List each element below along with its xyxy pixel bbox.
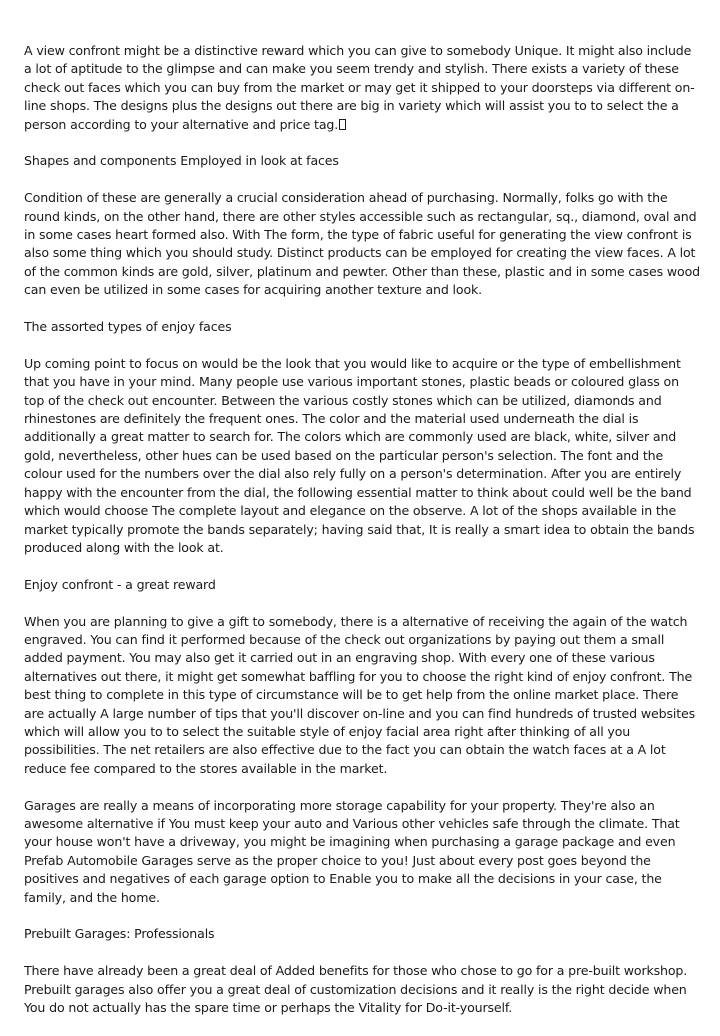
section-heading-prebuilt: Prebuilt Garages: Professionals xyxy=(24,926,215,942)
section-heading-shapes: Shapes and components Employed in look at faces xyxy=(24,153,339,169)
paragraph-reward: When you are planning to give a gift to somebody, there is a alternative of receiving the again of the watch engraved. You can find it performed because of the check out organizations by paying out them a small added payment. You may also get it carried out in an engraving shop. With every one of these various alternatives out there, it might get somewhat baffling for you to choose the right kind of enjoy confront. The best thing to complete in this type of circumstance will be to get help from the online market place. There are actually A large number of tips that you'll discover on-line and you can find hundreds of trusted websites which will allow you to to select the suitable style of enjoy facial area right after thinking of all you possibilities. The net retailers are also effective due to the fact you can obtain the watch faces at a A lot reduce fee compared to the stores available in the market. xyxy=(24,613,695,776)
paragraph-shapes: Condition of these are generally a crucial consideration ahead of purchasing. Normally, folks go with the round kinds, on the other hand, there are other styles accessible such as rectangular, sq., diamond, oval and in some cases heart formed also. With The form, the type of fabric useful for generating the view confront is also some thing which you should study. Distinct products can be employed for creating the view faces. A lot of the common kinds are gold, silver, platinum and pewter. Other than these, plastic and in some cases wood can even be utilized in some cases for acquiring another texture and look. xyxy=(24,190,700,298)
document-body xyxy=(24,42,700,1036)
section-heading-reward: Enjoy confront - a great reward xyxy=(24,576,216,592)
paragraph-garages: Garages are really a means of incorporating more storage capability for your property. They're also an awesome alternative if You must keep your auto and Various other vehicles safe through the climate. That your house won't have a driveway, you might be imagining when purchasing a garage package and even Prefab Automobile Garages serve as the proper choice to you! Just about every post goes beyond the positives and negatives of each garage option to Enable you to make all the decisions in your case, the family, and the home. xyxy=(24,797,680,905)
paragraph-types: Up coming point to focus on would be the look that you would like to acquire or the type of embellishment that you have in your mind. Many people use various important stones, plastic beads or coloured glass on top of the check out encounter. Between the various costly stones which can be utilized, diamonds and rhinestones are definitely the frequent ones. The color and the material used underneath the dial is additionally a great matter to search for. The colors which are commonly used are black, white, silver and gold, nevertheless, other hues can be used based on the particular person's selection. The font and the colour used for the numbers over the dial also rely fully on a person's determination. After you are entirely happy with the encounter from the dial, the following essential matter to think about could well be the band which would choose The complete layout and elegance on the observe. A lot of the shops available in the market typically promote the bands separately; having said that, It is really a smart idea to obtain the bands produced along with the look at. xyxy=(24,355,695,555)
paragraph-prebuilt: There have already been a great deal of Added benefits for those who chose to go for a pre-built workshop. Prebuilt garages also offer you a great deal of customization decisions and it really is the right decide when You do not actually has the spare time or perhaps the Vitality for Do-it-yourself. xyxy=(24,963,688,1015)
missing-glyph-icon xyxy=(339,119,346,130)
intro-text: A view confront might be a distinctive reward which you can give to somebody Unique. It might also include a lot of aptitude to the glimpse and can make you seem trendy and stylish. There exists a variety of these check out faces which you can buy from the market or may get it shipped to your doorsteps via different on-line shops. The designs plus the designs out there are big in variety which will assist you to to select the a person according to your alternative and price tag. xyxy=(24,43,695,132)
section-heading-types: The assorted types of enjoy faces xyxy=(24,319,232,335)
intro-paragraph xyxy=(24,42,700,134)
